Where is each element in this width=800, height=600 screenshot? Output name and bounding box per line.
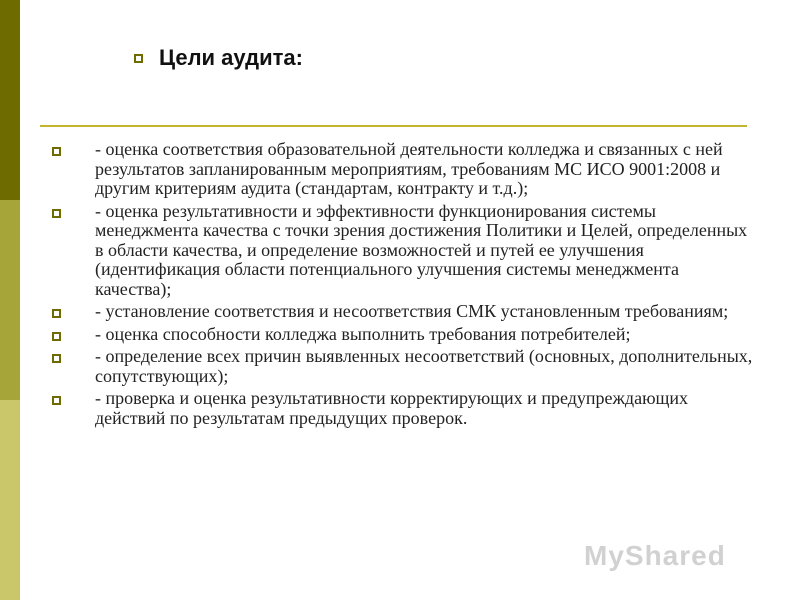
slide-title: Цели аудита: — [159, 45, 303, 70]
title-divider — [40, 125, 747, 127]
list-item — [48, 389, 758, 428]
square-bullet-icon — [52, 396, 61, 405]
list-item-text: - оценка результативности и эффективности функционирования системы менеджмента качества с точки зрения достижения Политики и Целей, определенных в области качества, и определение возможностей и путей ее улучшения (идентификация области потенциального улучшения системы менеджмента качества); — [95, 200, 748, 299]
side-bar-middle — [0, 200, 20, 400]
goals-list — [48, 140, 758, 431]
square-bullet-icon — [52, 354, 61, 363]
list-item — [48, 347, 758, 386]
list-item-text: - оценка способности колледжа выполнить требования потребителей; — [95, 323, 631, 344]
list-item — [48, 202, 758, 300]
list-item-text: - оценка соответствия образовательной деятельности колледжа и связанных с ней результатов запланированным мероприятиям, требованиям МС ИСО 9001:2008 и другим критериям аудита (стандартам, контракту и т.д.); — [95, 139, 723, 198]
side-bar-top — [0, 0, 20, 200]
list-item — [48, 140, 758, 199]
list-item — [48, 302, 758, 322]
square-bullet-icon — [134, 54, 143, 63]
list-item-text: - установление соответствия и несоответствия СМК установленным требованиям; — [95, 301, 729, 321]
square-bullet-icon — [52, 332, 61, 341]
list-item — [48, 325, 758, 345]
watermark-logo: MyShared — [584, 540, 726, 571]
list-item-text: - проверка и оценка результативности корректирующих и предупреждающих действий по результатам предыдущих проверок. — [95, 388, 689, 428]
list-item-text: - определение всех причин выявленных несоответствий (основных, дополнительных, сопутствующих); — [95, 346, 753, 386]
square-bullet-icon — [52, 309, 61, 318]
slide-title-row — [134, 45, 303, 71]
square-bullet-icon — [52, 147, 61, 156]
side-bar-bottom — [0, 400, 20, 600]
square-bullet-icon — [52, 209, 61, 218]
